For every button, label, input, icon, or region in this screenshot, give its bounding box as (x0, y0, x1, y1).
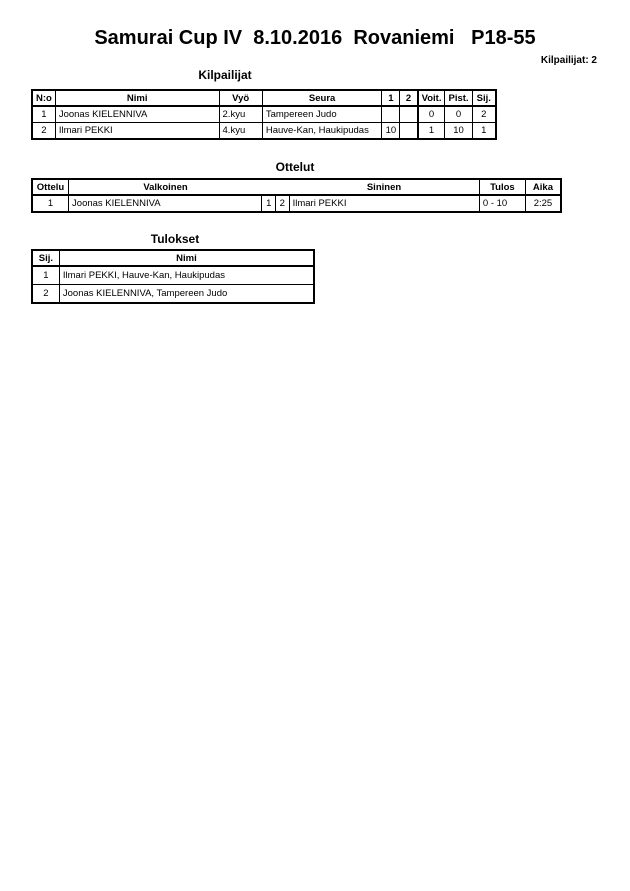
col-rank: Sij. (472, 90, 496, 106)
competitors-table (31, 89, 497, 140)
col-time: Aika (525, 179, 561, 195)
col-match-no: Ottelu (32, 179, 69, 195)
col-club: Seura (262, 90, 382, 106)
competitor-no: 1 (32, 106, 55, 123)
page-title: Samurai Cup IV 8.10.2016 Rovaniemi P18-55 (94, 27, 536, 49)
col-wins: Voit. (418, 90, 445, 106)
table-row (32, 106, 496, 123)
matches-table (31, 178, 562, 213)
col-round-2: 2 (400, 90, 418, 106)
result-name: Ilmari PEKKI, Hauve-Kan, Haukipudas (59, 266, 314, 285)
competitor-belt: 4.kyu (219, 123, 262, 140)
competitor-name: Joonas KIELENNIVA (55, 106, 219, 123)
competitor-belt: 2.kyu (219, 106, 262, 123)
col-name: Nimi (55, 90, 219, 106)
competitor-points: 0 (445, 106, 472, 123)
match-blue: Ilmari PEKKI (289, 195, 479, 212)
col-result-name: Nimi (59, 250, 314, 266)
col-no: N:o (32, 90, 55, 106)
competitor-round-1 (382, 106, 400, 123)
col-points: Pist. (445, 90, 472, 106)
result-rank: 1 (32, 266, 59, 285)
col-blue: Sininen (289, 179, 479, 195)
competitor-no: 2 (32, 123, 55, 140)
table-row (32, 195, 561, 212)
col-belt: Vyö (219, 90, 262, 106)
results-heading: Tulokset (150, 232, 200, 246)
competitors-header-row (32, 90, 496, 106)
competitor-club: Hauve-Kan, Haukipudas (262, 123, 382, 140)
col-white: Valkoinen (69, 179, 262, 195)
col-white-no (262, 179, 276, 195)
competitor-count: Kilpailijat: 2 (540, 55, 597, 66)
matches-header-row (32, 179, 561, 195)
match-time: 2:25 (525, 195, 561, 212)
competitor-round-1: 10 (382, 123, 400, 140)
match-white-no: 1 (262, 195, 276, 212)
col-result: Tulos (479, 179, 525, 195)
match-blue-no: 2 (276, 195, 290, 212)
competitor-rank: 1 (472, 123, 496, 140)
competitor-rank: 2 (472, 106, 496, 123)
col-blue-no (276, 179, 290, 195)
results-table (31, 249, 315, 304)
competitor-round-2 (400, 123, 418, 140)
table-row (32, 285, 314, 304)
matches-heading: Ottelut (275, 160, 315, 174)
col-result-rank: Sij. (32, 250, 59, 266)
competitor-wins: 0 (418, 106, 445, 123)
competitor-points: 10 (445, 123, 472, 140)
result-name: Joonas KIELENNIVA, Tampereen Judo (59, 285, 314, 304)
competitor-wins: 1 (418, 123, 445, 140)
match-result: 0 - 10 (479, 195, 525, 212)
match-no: 1 (32, 195, 69, 212)
match-white: Joonas KIELENNIVA (69, 195, 262, 212)
table-row (32, 123, 496, 140)
results-header-row (32, 250, 314, 266)
competitor-club: Tampereen Judo (262, 106, 382, 123)
table-row (32, 266, 314, 285)
competitor-round-2 (400, 106, 418, 123)
competitors-heading: Kilpailijat (198, 68, 252, 82)
col-round-1: 1 (382, 90, 400, 106)
competitor-name: Ilmari PEKKI (55, 123, 219, 140)
result-rank: 2 (32, 285, 59, 304)
